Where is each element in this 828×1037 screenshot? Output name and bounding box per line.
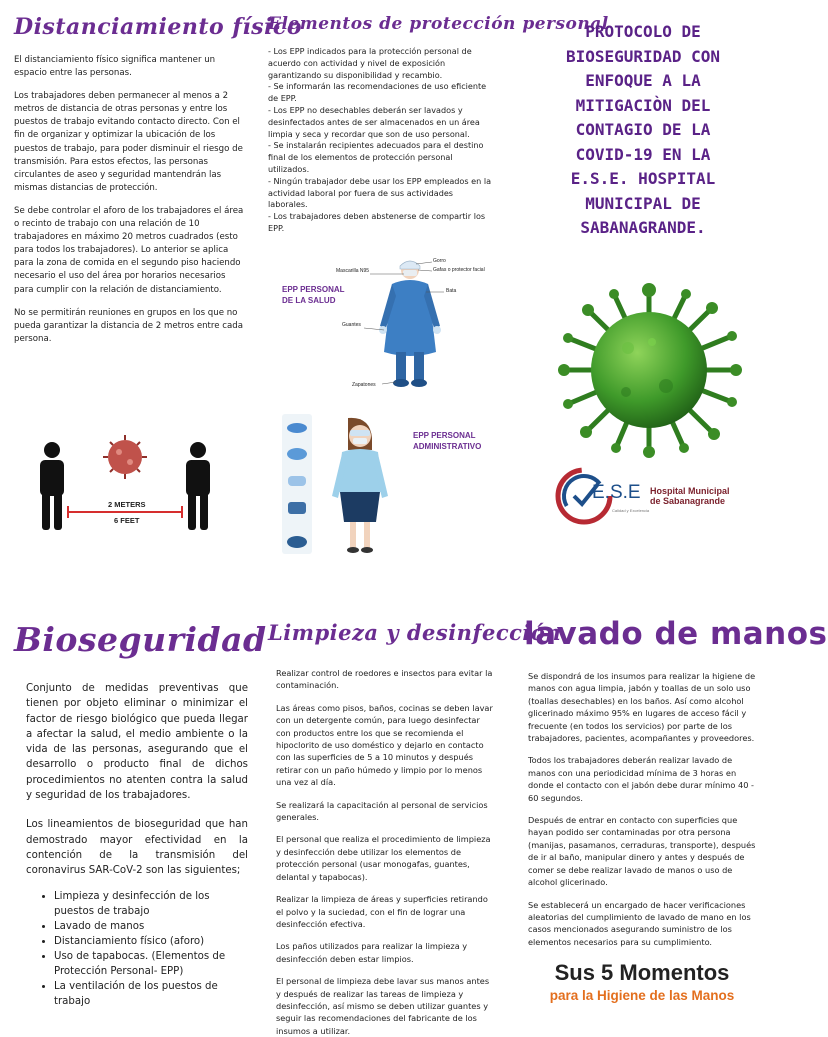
limpieza-paragraph: Realizar la limpieza de áreas y superficies retirando el polvo y la suciedad, con el fin de lograr una desinfección efectiva. [276, 894, 488, 929]
meters-label: 2 METERS [108, 500, 146, 509]
callout-mascarilla: Mascarilla N95 [336, 268, 370, 274]
limpieza-paragraph: Realizar control de roedores e insectos para evitar la contaminación. [276, 668, 493, 691]
logo-hospital-name: Hospital Municipal de Sabanagrande [650, 486, 730, 506]
epp-admin-illustration [278, 410, 404, 560]
office-worker-icon [332, 418, 388, 553]
epp-text: - Los EPP indicados para la protección personal de acuerdo con actividad y nivel de exposición garantizando su disponibilidad y recambio. - Se informarán las recomendaciones de uso eficiente de EPP. - Los EPP no desechables deberán ser lavados y desinfectados antes de ser almacenados en un área limpia y seca y recordar que son de uso personal. - Se instalarán recipientes adecuados para el destino final de los elementos de protección personal utilizados. - Ningún trabajador debe usar los EPP empleados en la actividad laboral por fuera de sus actividades laborales. - Los trabajadores deben abstenerse de compartir los EPP. [268, 46, 492, 233]
lavado-paragraph: Todos los trabajadores deberán realizar lavado de manos con una periodicidad mínima de 3 horas en donde el contacto con el jabón debe durar mínimo 40 - 60 segundos. [528, 755, 754, 803]
protocol-title: PROTOCOLO DE BIOSEGURIDAD CON ENFOQUE A LA MITIGACIÒN DEL CONTAGIO DE LA COVID-19 EN LA E.S.E. HOSPITAL MUNICIPAL DE SABANAGRANDE. [565, 22, 721, 237]
lavado-heading: lavado de manos [524, 616, 828, 652]
callout-zapatones: Zapatones [352, 382, 376, 388]
list-item: • Uso de tapabocas. (Elementos de Protección Personal- EPP) [54, 949, 248, 979]
distancing-illustration [30, 422, 230, 538]
limpieza-panel [268, 620, 562, 1036]
limpieza-paragraph: Los paños utilizados para realizar la limpieza y desinfección deben estar limpios. [276, 941, 468, 964]
person-right-icon [186, 442, 210, 530]
epp-heading: Elementos de protección personal [268, 14, 609, 34]
callout-guantes: Guantes [342, 322, 361, 328]
distanciamiento-paragraph: El distanciamiento físico significa mantener un espacio entre las personas. [14, 55, 216, 79]
lavado-paragraph: Se dispondrá de los insumos para realizar la higiene de manos con agua limpia, jabón y toallas de un solo uso (toallas desechables) en los baños. Así como alcohol glicerinado máximo 95% en lugares de acceso fácil y frecuente (en todos los servicios) por parte de los trabajadores, pacientes, acompañantes y proveedores. [528, 671, 756, 744]
distanciamiento-paragraph: No se permitirán reuniones en grupos en los que no pueda garantizar la distancia de 2 metros entre cada persona. [14, 307, 243, 344]
epp-salud-label: EPP PERSONAL DE LA SALUD [282, 285, 345, 305]
health-worker-icon [379, 261, 441, 387]
list-item: • Limpieza y desinfección de los puestos de trabajo [54, 889, 248, 919]
person-left-icon [40, 442, 64, 530]
feet-label: 6 FEET [114, 516, 140, 525]
bioseguridad-panel [14, 620, 267, 1024]
coronavirus-illustration [556, 282, 742, 458]
coronavirus-icon [556, 282, 742, 458]
distanciamiento-paragraph: Se debe controlar el aforo de los trabajadores el área o recinto de trabajo con una relación de 10 trabajadores en máximo 20 metros cuadrados (esto para todos los trabajadores). Lo anterior se aplica para la zona de comida en el segundo piso haciendo necesario el uso del área por horarios necesarios para cumplir con la relación de distanciamiento. [14, 205, 244, 295]
epp-admin-label: EPP PERSONAL ADMINISTRATIVO [413, 431, 482, 451]
limpieza-paragraph: El personal de limpieza debe lavar sus manos antes y después de realizar las tareas de limpieza y desinfección, así mismo se deben utilizar guantes y seguir las recomendaciones del fabricante de los insumos a utilizar. [276, 976, 490, 1036]
limpieza-paragraph: Se realizará la capacitación al personal de servicios generales. [276, 799, 488, 823]
bioseguridad-paragraph: Los lineamientos de bioseguridad que han demostrado mayor efectividad en la contención de la transmisión del coronavirus SAR-CoV-2 son las siguientes; [26, 819, 248, 877]
epp-items-icon [282, 414, 312, 554]
moments-title: Sus 5 Momentos [554, 960, 730, 986]
hospital-logo [552, 462, 742, 532]
logo-tagline: Calidad y Excelencia [612, 508, 650, 513]
moments-subtitle: para la Higiene de las Manos [549, 988, 735, 1004]
callout-gorro: Gorro [433, 258, 446, 264]
logo-ese: E.S.E [592, 482, 641, 503]
list-item: • La ventilación de los puestos de trabajo [54, 979, 248, 1009]
limpieza-heading: Limpieza y desinfección [268, 620, 562, 645]
lavado-paragraph: Se establecerá un encargado de hacer verificaciones aleatorias del cumplimiento de lavado de mano en los casos mencionados asegurando suministro de los elementos necesarios para su cumplimiento. [528, 899, 751, 947]
epp-salud-illustration [336, 256, 485, 392]
list-item: • Distanciamiento físico (aforo) [54, 934, 248, 949]
callout-bata: Bata [446, 288, 457, 294]
lavado-panel [524, 616, 828, 1024]
distanciamiento-heading: Distanciamiento físico [14, 14, 302, 40]
callout-gafas: Gafas o protector facial [433, 267, 485, 273]
distanciamiento-paragraph: Los trabajadores deben permanecer al menos a 2 metros de distancia de otras personas y entre los puestos de trabajo evitando contacto directo. Con el fin de organizar y optimizar la ubicación de los puestos de trabajo, para poder disminuir el riesgo de transmisión. Para estos efectos, las personas circulantes de aseo y seguridad mantendrán las mismas distancias de protección. [14, 91, 243, 193]
virus-icon [103, 435, 147, 479]
bioseguridad-heading: Bioseguridad [14, 620, 267, 659]
lavado-paragraph: Después de entrar en contacto con superficies que hayan podido ser contaminadas por otra persona (manijas, pasamanos, cerraduras, transporte), después de ir al baño, manipular dinero y antes y después de comer se debe realizar lavado de manos o uso de alcohol glicerinado. [528, 815, 756, 888]
list-item: • Lavado de manos [54, 919, 248, 934]
bioseguridad-paragraph: Conjunto de medidas preventivas que tienen por objeto eliminar o minimizar el factor de riesgo biológico que pueda llegar a afectar la salud, el medio ambiente o la vida de las personas, asegurando que el desarrollo o producto final de dichos procedimientos no atenten contra la salud y seguridad de los trabajadores. [26, 683, 248, 802]
limpieza-paragraph: Las áreas como pisos, baños, cocinas se deben lavar con un detergente común, para luego desinfectar con productos entre los que se recomienda el hipoclorito de uso doméstico y dejarlo en contacto con las superficies de 5 a 10 minutos y después retirar con un paño húmedo y limpio por lo menos una vez al día. [276, 702, 493, 788]
limpieza-paragraph: El personal que realiza el procedimiento de limpieza y desinfección debe utilizar los elementos de protección personal (usar monogafas, guantes, delantal y tapabocas). [276, 834, 491, 882]
bioseguridad-list [54, 889, 248, 1009]
